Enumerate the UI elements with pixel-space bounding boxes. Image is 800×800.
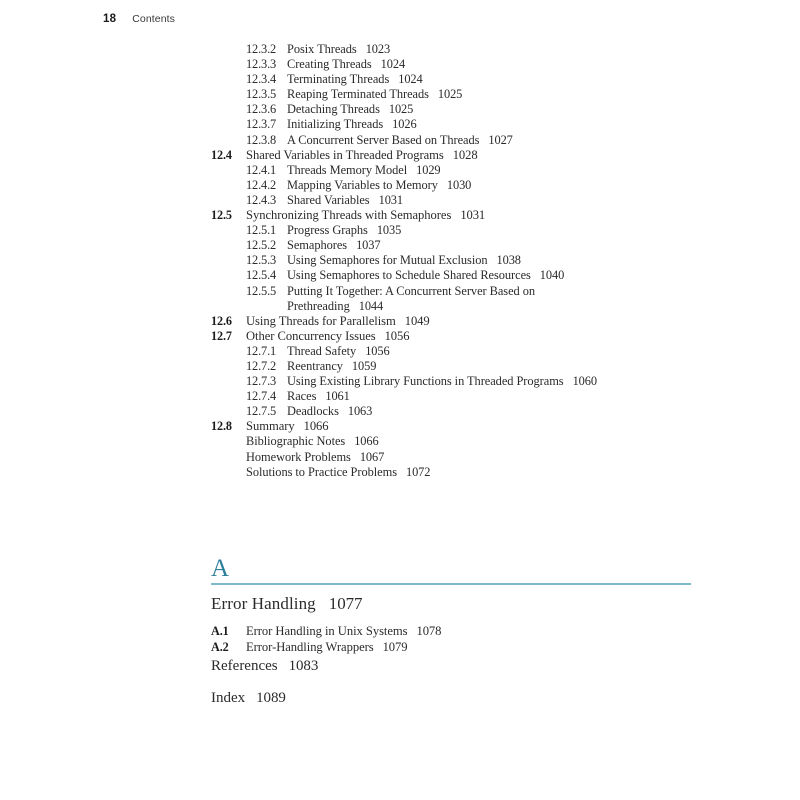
toc-entry-number: 12.3.5 bbox=[246, 87, 277, 102]
toc-entry-page: 1023 bbox=[365, 42, 391, 56]
toc-entry[interactable] bbox=[211, 450, 771, 465]
toc-entry-title: Putting It Together: A Concurrent Server Based on bbox=[287, 283, 536, 298]
page-number: 18 bbox=[103, 13, 117, 25]
toc-entry-title: Shared Variables in Threaded Programs bbox=[246, 147, 444, 162]
toc-entry-title: Summary bbox=[246, 419, 295, 434]
toc-entry-page: 1040 bbox=[539, 268, 565, 283]
toc-entry[interactable] bbox=[211, 87, 771, 102]
toc-entry-title: Races bbox=[287, 389, 317, 404]
toc-entry-title: Progress Graphs bbox=[287, 223, 368, 238]
toc-entry-number: 12.5.5 bbox=[246, 283, 277, 298]
toc-entry[interactable] bbox=[211, 178, 771, 193]
toc-entry[interactable] bbox=[211, 344, 771, 359]
toc-entry-title: Error Handling in Unix Systems bbox=[246, 623, 408, 638]
appendix-rule bbox=[211, 583, 691, 585]
toc-entry-number: 12.7.5 bbox=[246, 404, 277, 419]
back-matter-page: 1083 bbox=[288, 658, 319, 674]
toc-entry-page: 1030 bbox=[446, 177, 472, 192]
toc-entry[interactable] bbox=[211, 102, 771, 117]
toc-entry-title: Using Threads for Parallelism bbox=[246, 313, 396, 328]
toc-entry[interactable] bbox=[211, 268, 771, 283]
toc-entry[interactable] bbox=[211, 208, 771, 223]
toc-entry-number: A.1 bbox=[211, 623, 229, 638]
toc-entry-number: 12.7.4 bbox=[246, 389, 277, 404]
toc-entry-page: 1049 bbox=[404, 313, 430, 328]
toc-entry-number: 12.7.3 bbox=[246, 374, 277, 389]
back-matter-page: 1089 bbox=[256, 690, 286, 706]
toc-entry-title: Using Semaphores for Mutual Exclusion bbox=[287, 253, 488, 268]
toc-entry-number: 12.4.1 bbox=[246, 162, 277, 177]
toc-entry-number: 12.5.3 bbox=[246, 253, 277, 268]
toc-entry-page: 1060 bbox=[572, 374, 597, 389]
toc-entry-title: Initializing Threads bbox=[287, 117, 384, 132]
toc-entry-title: Using Existing Library Functions in Threaded Programs bbox=[287, 374, 564, 389]
toc-entry[interactable] bbox=[211, 434, 771, 449]
toc-entry-title: Terminating Threads bbox=[287, 72, 390, 87]
toc-entry-page: 1072 bbox=[405, 464, 431, 479]
toc-entry[interactable] bbox=[211, 639, 771, 656]
toc-entry-title: Other Concurrency Issues bbox=[246, 328, 376, 343]
toc-entry-page: 1061 bbox=[325, 389, 350, 404]
toc-entry-page: 1027 bbox=[488, 132, 513, 147]
back-matter-entry[interactable] bbox=[211, 690, 611, 707]
back-matter-title: References bbox=[211, 658, 278, 674]
toc-entry-number: 12.3.8 bbox=[246, 132, 277, 147]
toc-entry-page: 1079 bbox=[382, 640, 408, 655]
toc-entry[interactable] bbox=[211, 238, 771, 253]
toc-entry-number: 12.4.3 bbox=[246, 192, 277, 207]
toc-entry-page: 1024 bbox=[398, 72, 423, 87]
toc-entry-number: 12.7.2 bbox=[246, 358, 277, 373]
toc-entry[interactable] bbox=[211, 389, 771, 404]
toc-entry-page: 1024 bbox=[380, 57, 406, 72]
toc-entry-title: Shared Variables bbox=[287, 192, 370, 207]
toc-entry-page: 1031 bbox=[460, 208, 486, 223]
toc-entry[interactable] bbox=[211, 314, 771, 329]
toc-entry[interactable] bbox=[211, 193, 771, 208]
toc-entry-title: Solutions to Practice Problems bbox=[246, 464, 397, 479]
toc-entry-number: 12.3.2 bbox=[246, 42, 277, 56]
toc-entry-number: 12.4 bbox=[211, 147, 232, 162]
toc-entry-page: 1066 bbox=[303, 419, 329, 434]
toc-entry-number: 12.5.1 bbox=[246, 223, 277, 238]
toc-entry-page: 1025 bbox=[437, 87, 463, 102]
toc-entry-number: 12.3.6 bbox=[246, 102, 277, 117]
toc-entry[interactable] bbox=[211, 284, 771, 299]
appendix-title bbox=[211, 594, 771, 614]
toc-entry-page: 1066 bbox=[354, 434, 379, 449]
toc-entry[interactable] bbox=[211, 253, 771, 268]
toc-entry-number: 12.4.2 bbox=[246, 177, 277, 192]
toc-entry[interactable] bbox=[211, 133, 771, 148]
toc-entry-title: Reaping Terminated Threads bbox=[287, 87, 429, 102]
table-of-contents bbox=[211, 42, 771, 480]
toc-entry-page: 1028 bbox=[452, 147, 478, 162]
toc-entry[interactable] bbox=[211, 117, 771, 132]
back-matter-title: Index bbox=[211, 690, 246, 706]
toc-entry-title: Prethreading bbox=[287, 298, 350, 313]
appendix-title-text: Error Handling bbox=[211, 593, 316, 613]
toc-entry[interactable] bbox=[211, 148, 771, 163]
toc-entry[interactable] bbox=[211, 299, 771, 314]
toc-entry-title: Threads Memory Model bbox=[287, 162, 408, 177]
toc-entry-number: 12.3.3 bbox=[246, 57, 277, 72]
toc-entry-number: 12.5 bbox=[211, 208, 232, 223]
toc-entry-page: 1056 bbox=[365, 343, 390, 358]
toc-entry-title: Bibliographic Notes bbox=[246, 434, 346, 449]
appendix-letter: A bbox=[211, 555, 230, 582]
toc-entry-title: Error-Handling Wrappers bbox=[246, 640, 374, 655]
toc-entry-page: 1038 bbox=[496, 253, 521, 268]
toc-entry-title: A Concurrent Server Based on Threads bbox=[287, 132, 480, 147]
toc-entry[interactable] bbox=[211, 623, 771, 640]
toc-entry-number: 12.5.4 bbox=[246, 268, 277, 283]
toc-entry-page: 1035 bbox=[376, 223, 402, 238]
toc-entry[interactable] bbox=[211, 465, 771, 480]
toc-entry-page: 1037 bbox=[356, 238, 381, 253]
toc-entry-number: 12.3.7 bbox=[246, 117, 277, 132]
toc-entry[interactable] bbox=[211, 419, 771, 434]
toc-entry-page: 1063 bbox=[347, 404, 373, 419]
appendix-block bbox=[211, 556, 771, 656]
toc-entry[interactable] bbox=[211, 404, 771, 419]
toc-entry-page: 1026 bbox=[392, 117, 417, 132]
running-head-title: Contents bbox=[132, 13, 176, 25]
toc-entry[interactable] bbox=[211, 359, 771, 374]
toc-entry[interactable] bbox=[211, 329, 771, 344]
toc-entry[interactable] bbox=[211, 163, 771, 178]
toc-entry-title: Creating Threads bbox=[287, 57, 372, 72]
toc-entry[interactable] bbox=[211, 223, 771, 238]
toc-entry-number: 12.7.1 bbox=[246, 343, 277, 358]
toc-entry[interactable] bbox=[211, 57, 771, 72]
toc-entry-page: 1031 bbox=[378, 192, 403, 207]
toc-entry-page: 1029 bbox=[416, 162, 441, 177]
appendix-title-page: 1077 bbox=[328, 593, 363, 613]
toc-entry-page: 1056 bbox=[384, 328, 410, 343]
toc-entry-title: Semaphores bbox=[287, 238, 348, 253]
toc-entry[interactable] bbox=[211, 72, 771, 87]
running-head bbox=[103, 13, 175, 25]
toc-entry-number: 12.7 bbox=[211, 328, 232, 343]
toc-entry[interactable] bbox=[211, 374, 771, 389]
toc-entry-title: Synchronizing Threads with Semaphores bbox=[246, 208, 452, 223]
toc-entry-page: 1067 bbox=[359, 449, 385, 464]
toc-entry-number: 12.3.4 bbox=[246, 72, 277, 87]
toc-entry-title: Deadlocks bbox=[287, 404, 339, 419]
toc-entry-number: 12.5.2 bbox=[246, 238, 277, 253]
toc-entry[interactable] bbox=[211, 42, 771, 57]
toc-entry-page: 1078 bbox=[416, 623, 442, 638]
toc-entry-page: 1059 bbox=[351, 358, 377, 373]
toc-entry-number: 12.6 bbox=[211, 313, 232, 328]
toc-entry-title: Reentrancy bbox=[287, 358, 343, 373]
back-matter-entry[interactable] bbox=[211, 658, 611, 675]
toc-entry-title: Using Semaphores to Schedule Shared Resources bbox=[287, 268, 531, 283]
toc-entry-number: A.2 bbox=[211, 640, 229, 655]
toc-entry-title: Mapping Variables to Memory bbox=[287, 177, 438, 192]
toc-entry-title: Thread Safety bbox=[287, 343, 357, 358]
toc-entry-title: Homework Problems bbox=[246, 449, 351, 464]
toc-entry-page: 1025 bbox=[388, 102, 414, 117]
toc-entry-page: 1044 bbox=[358, 298, 384, 313]
appendix-entry-list bbox=[211, 623, 771, 656]
toc-entry-title: Detaching Threads bbox=[287, 102, 380, 117]
back-matter bbox=[211, 658, 611, 722]
toc-entry-title: Posix Threads bbox=[287, 42, 357, 56]
toc-entry-number: 12.8 bbox=[211, 419, 232, 434]
